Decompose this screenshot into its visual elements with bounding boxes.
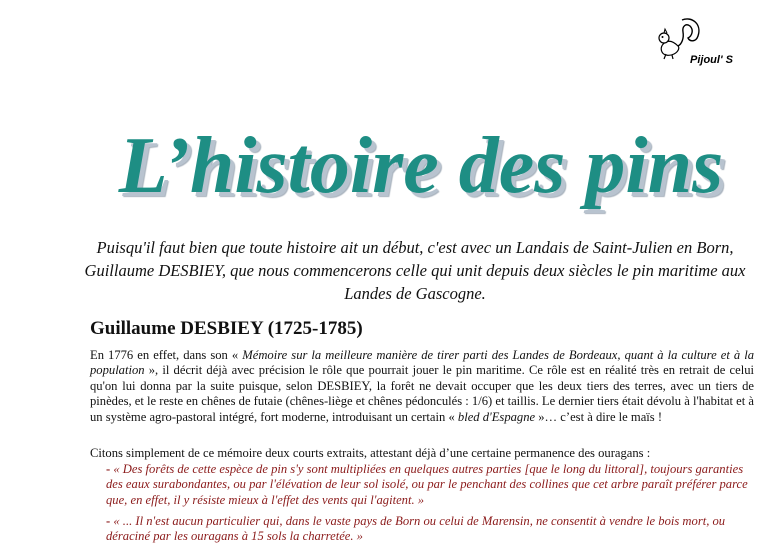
quote-text: « ... Il n'est aucun particulier qui, dans le vaste pays de Born ou celui de Marensin, ne consentit à vendre le bois mort, ou déraciné par les ouragans à 15 sols la charretée. » <box>106 514 726 544</box>
bled-term: bled d'Espagne <box>457 409 536 424</box>
quote-1 <box>106 462 756 508</box>
memoir-title: Mémoire sur la meilleure manière de tirer parti des Landes de Bordeaux, quant à la culture et à la population <box>90 348 755 378</box>
paragraph-2: Citons simplement de ce mémoire deux courts extraits, attestant déjà d’une certaine permanence des ouragans : <box>90 446 651 460</box>
logo <box>652 14 762 70</box>
quote-text: « Des forêts de cette espèce de pin s'y sont multipliées en quelques autres parties [que le long du littoral], toujours garanties des eaux surabondantes, ou par l'élévation de leur sol isolé, ou par le penchant des collines que cet arbre paraît préférer parce que, en effet, il y résiste mieux à l'effet des vents qui l'agitent. » <box>106 462 748 507</box>
paragraph-1: En 1776 en effet, dans son « Mémoire sur la meilleure manière de tirer parti des Landes de Bordeaux, quant à la culture et à la population », il décrit déjà avec précision le rôle que pourrait jouer le pin maritime. Ce rôle est en réalité très en retrait de celui qu'on lui donna par la suite puisque, selon DESBIEY, la forêt ne devait occuper que les deux tiers des terres, avec un tiers de pinèdes, et le reste en chênes de futaie (chênes-liège et chênes pédonculés : 1/6) et taillis. Le dernier tiers était dévolu à l'habitat et à un système agro-pastoral intégré, fort moderne, introduisant un certain « bled d'Espagne »… c’est à dire le maïs ! <box>90 348 755 424</box>
intro-paragraph: Puisqu'il faut bien que toute histoire ait un début, c'est avec un Landais de Saint-Julien en Born, Guillaume DESBIEY, que nous commencerons celle qui unit depuis deux siècles le pin maritime aux Landes de Gascogne. <box>84 238 746 303</box>
quote-2 <box>106 514 756 545</box>
section-heading: Guillaume DESBIEY (1725-1785) <box>90 318 363 339</box>
page-title: L’histoire des pins <box>118 122 724 210</box>
logo-text: Pijoul' S <box>690 54 733 66</box>
quote-dash: - <box>106 514 111 528</box>
quote-dash: - <box>106 462 111 476</box>
